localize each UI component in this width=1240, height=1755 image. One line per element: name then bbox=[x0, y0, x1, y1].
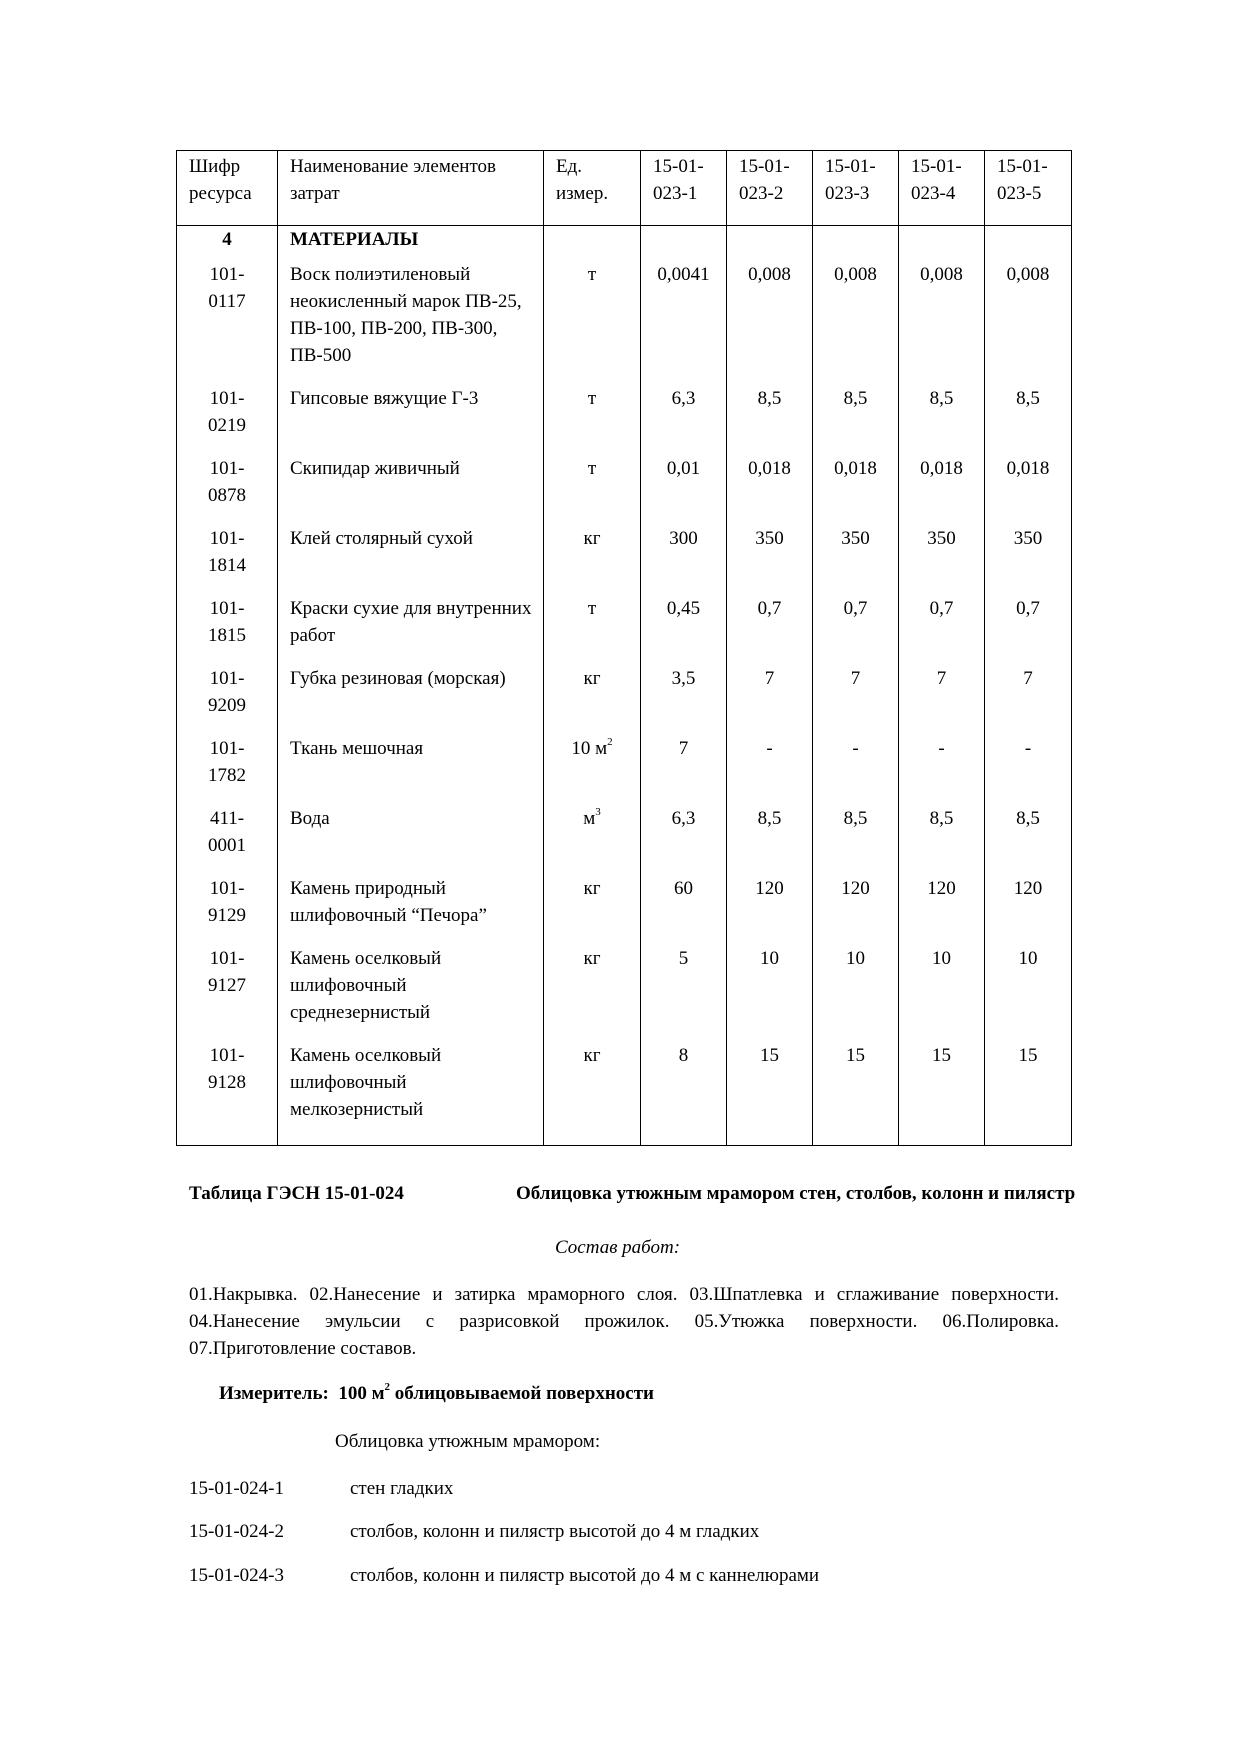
resource-unit: т bbox=[544, 261, 641, 385]
resource-value: 8,5 bbox=[727, 385, 813, 455]
resource-value: 8,5 bbox=[899, 385, 985, 455]
table-header bbox=[177, 151, 1072, 226]
resource-value: 8,5 bbox=[985, 805, 1072, 875]
column-header-line: ресурса bbox=[189, 183, 252, 204]
resource-value: 0,45 bbox=[641, 595, 727, 665]
resource-name: Краски сухие для внутренних работ bbox=[278, 595, 544, 665]
resources-table bbox=[176, 150, 1072, 1146]
column-header-7 bbox=[899, 151, 985, 226]
resource-code: 101- 1814 bbox=[177, 525, 278, 595]
resource-value: 0,018 bbox=[985, 455, 1072, 525]
column-header-line: 023-1 bbox=[653, 183, 698, 204]
column-header-line: Ед. bbox=[556, 156, 583, 177]
resource-value: 15 bbox=[813, 1042, 899, 1146]
resource-value: 120 bbox=[899, 875, 985, 945]
resource-name: Клей столярный сухой bbox=[278, 525, 544, 595]
resource-name: Камень природный шлифовочный “Печора” bbox=[278, 875, 544, 945]
table-row bbox=[177, 261, 1072, 385]
resource-value: 10 bbox=[899, 945, 985, 1042]
resource-code: 101- 0878 bbox=[177, 455, 278, 525]
resource-value: 10 bbox=[985, 945, 1072, 1042]
column-header-line: 023-4 bbox=[911, 183, 956, 204]
resource-value: 120 bbox=[985, 875, 1072, 945]
work-composition-text: 01.Накрывка. 02.Нанесение и затирка мраморного слоя. 03.Шпатлевка и сглаживание поверхности. 04.Нанесение эмульсии с разрисовкой прожилок. 05.Утюжка поверхности. 06.Полировка. 07.Приготовление составов. bbox=[189, 1284, 1059, 1359]
resource-value: 0,7 bbox=[813, 595, 899, 665]
resource-value: 0,008 bbox=[985, 261, 1072, 385]
resource-code: 101- 1782 bbox=[177, 735, 278, 805]
resource-value: 350 bbox=[899, 525, 985, 595]
resource-value: 350 bbox=[985, 525, 1072, 595]
resource-value: 0,018 bbox=[813, 455, 899, 525]
item-code: 15-01-024-3 bbox=[189, 1565, 284, 1586]
resource-value: - bbox=[899, 735, 985, 805]
resource-value: 7 bbox=[641, 735, 727, 805]
table-row bbox=[177, 385, 1072, 455]
item-text: столбов, колонн и пилястр высотой до 4 м гладких bbox=[350, 1521, 760, 1542]
column-header-line: 023-5 bbox=[997, 183, 1042, 204]
item-code: 15-01-024-1 bbox=[189, 1478, 284, 1499]
column-header-6 bbox=[813, 151, 899, 226]
resource-value: 15 bbox=[985, 1042, 1072, 1146]
resource-name: Гипсовые вяжущие Г-3 bbox=[278, 385, 544, 455]
table-row bbox=[177, 455, 1072, 525]
resource-value: 8,5 bbox=[813, 385, 899, 455]
resource-name: Вода bbox=[278, 805, 544, 875]
resource-value: 8,5 bbox=[985, 385, 1072, 455]
resource-value: 15 bbox=[727, 1042, 813, 1146]
section-name: МАТЕРИАЛЫ bbox=[278, 226, 544, 262]
resource-value: 7 bbox=[727, 665, 813, 735]
resource-value: 3,5 bbox=[641, 665, 727, 735]
resource-value: 0,01 bbox=[641, 455, 727, 525]
resource-code: 101- 0219 bbox=[177, 385, 278, 455]
column-header-line: 15-01- bbox=[739, 156, 790, 177]
resource-value: 8,5 bbox=[899, 805, 985, 875]
resource-code: 101- 9129 bbox=[177, 875, 278, 945]
table-row bbox=[177, 735, 1072, 805]
resource-value: 0,008 bbox=[899, 261, 985, 385]
table-row bbox=[177, 595, 1072, 665]
resource-value: 300 bbox=[641, 525, 727, 595]
resource-unit: кг bbox=[544, 665, 641, 735]
column-header-5 bbox=[727, 151, 813, 226]
resource-name: Воск полиэтиленовый неокисленный марок ПВ-25, ПВ-100, ПВ-200, ПВ-300, ПВ-500 bbox=[278, 261, 544, 385]
meter-line bbox=[219, 1380, 654, 1407]
resource-value: 120 bbox=[813, 875, 899, 945]
meter-value: 100 м bbox=[338, 1383, 385, 1404]
resource-value: 15 bbox=[899, 1042, 985, 1146]
resource-unit: кг bbox=[544, 945, 641, 1042]
resource-value: 8,5 bbox=[727, 805, 813, 875]
item-text: столбов, колонн и пилястр высотой до 4 м с каннелюрами bbox=[350, 1565, 820, 1586]
column-header-4 bbox=[641, 151, 727, 226]
resource-value: - bbox=[813, 735, 899, 805]
resource-value: 0,018 bbox=[727, 455, 813, 525]
resource-value: 0,0041 bbox=[641, 261, 727, 385]
table-row bbox=[177, 1042, 1072, 1146]
column-header-line: измер. bbox=[556, 183, 609, 204]
resource-unit: $м^3$ bbox=[544, 805, 641, 875]
column-header-line: Наименование элементов bbox=[290, 156, 496, 177]
resource-value: 5 bbox=[641, 945, 727, 1042]
resource-value: 6,3 bbox=[641, 385, 727, 455]
resource-unit: т bbox=[544, 595, 641, 665]
resource-value: 0,018 bbox=[899, 455, 985, 525]
column-header-2 bbox=[278, 151, 544, 226]
column-header-line: 15-01- bbox=[911, 156, 962, 177]
resource-value: 120 bbox=[727, 875, 813, 945]
resource-name: Ткань мешочная bbox=[278, 735, 544, 805]
resource-value: 7 bbox=[899, 665, 985, 735]
resource-code: 411- 0001 bbox=[177, 805, 278, 875]
resource-unit: т bbox=[544, 455, 641, 525]
resource-value: - bbox=[727, 735, 813, 805]
resource-unit: кг bbox=[544, 1042, 641, 1146]
resource-unit: 10 $м^2$ bbox=[544, 735, 641, 805]
resource-value: 8,5 bbox=[813, 805, 899, 875]
resource-name: Скипидар живичный bbox=[278, 455, 544, 525]
column-header-line: 023-2 bbox=[739, 183, 784, 204]
resource-value: - bbox=[985, 735, 1072, 805]
column-header-line: Шифр bbox=[189, 156, 241, 177]
resource-value: 10 bbox=[813, 945, 899, 1042]
table-row bbox=[177, 805, 1072, 875]
resource-value: 0,7 bbox=[985, 595, 1072, 665]
column-header-line: 15-01- bbox=[997, 156, 1048, 177]
resource-code: 101- 9127 bbox=[177, 945, 278, 1042]
table-body bbox=[177, 226, 1072, 1146]
table-row bbox=[177, 945, 1072, 1042]
resource-name: Камень оселковый шлифовочный мелкозернистый bbox=[278, 1042, 544, 1146]
resource-value: 350 bbox=[727, 525, 813, 595]
resource-value: 0,008 bbox=[727, 261, 813, 385]
resource-value: 0,7 bbox=[727, 595, 813, 665]
resource-unit: кг bbox=[544, 875, 641, 945]
section-row bbox=[177, 226, 1072, 262]
meter-rest: облицовываемой поверхности bbox=[390, 1383, 654, 1404]
column-header-line: затрат bbox=[290, 183, 340, 204]
table-row bbox=[177, 665, 1072, 735]
next-table-title: Облицовка утюжным мрамором стен, столбов, колонн и пилястр bbox=[516, 1183, 1076, 1204]
resource-unit: кг bbox=[544, 525, 641, 595]
resource-code: 101- 1815 bbox=[177, 595, 278, 665]
resource-value: 10 bbox=[727, 945, 813, 1042]
resource-value: 0,008 bbox=[813, 261, 899, 385]
meter-sup: 2 bbox=[384, 1380, 391, 1393]
resource-value: 60 bbox=[641, 875, 727, 945]
meter-label: Измеритель: bbox=[219, 1383, 329, 1404]
resource-unit: т bbox=[544, 385, 641, 455]
item-text: стен гладких bbox=[350, 1478, 454, 1499]
column-header-line: 15-01- bbox=[825, 156, 876, 177]
resource-name: Камень оселковый шлифовочный среднезернистый bbox=[278, 945, 544, 1042]
resource-value: 7 bbox=[813, 665, 899, 735]
subheading: Облицовка утюжным мрамором: bbox=[335, 1431, 601, 1452]
section-code: 4 bbox=[177, 226, 278, 262]
column-header-line: 023-3 bbox=[825, 183, 870, 204]
resource-name: Губка резиновая (морская) bbox=[278, 665, 544, 735]
resource-code: 101- 0117 bbox=[177, 261, 278, 385]
column-header-line: 15-01- bbox=[653, 156, 704, 177]
resource-value: 6,3 bbox=[641, 805, 727, 875]
resource-value: 0,7 bbox=[899, 595, 985, 665]
item-code: 15-01-024-2 bbox=[189, 1521, 284, 1542]
resource-code: 101- 9128 bbox=[177, 1042, 278, 1146]
next-table-label: Таблица ГЭСН 15-01-024 bbox=[189, 1183, 404, 1204]
resource-code: 101- 9209 bbox=[177, 665, 278, 735]
column-header-1 bbox=[177, 151, 278, 226]
table-row bbox=[177, 525, 1072, 595]
column-header-8 bbox=[985, 151, 1072, 226]
work-composition-label: Состав работ: bbox=[555, 1237, 681, 1258]
resource-value: 8 bbox=[641, 1042, 727, 1146]
resource-value: 7 bbox=[985, 665, 1072, 735]
table-row bbox=[177, 875, 1072, 945]
column-header-3 bbox=[544, 151, 641, 226]
resource-value: 350 bbox=[813, 525, 899, 595]
